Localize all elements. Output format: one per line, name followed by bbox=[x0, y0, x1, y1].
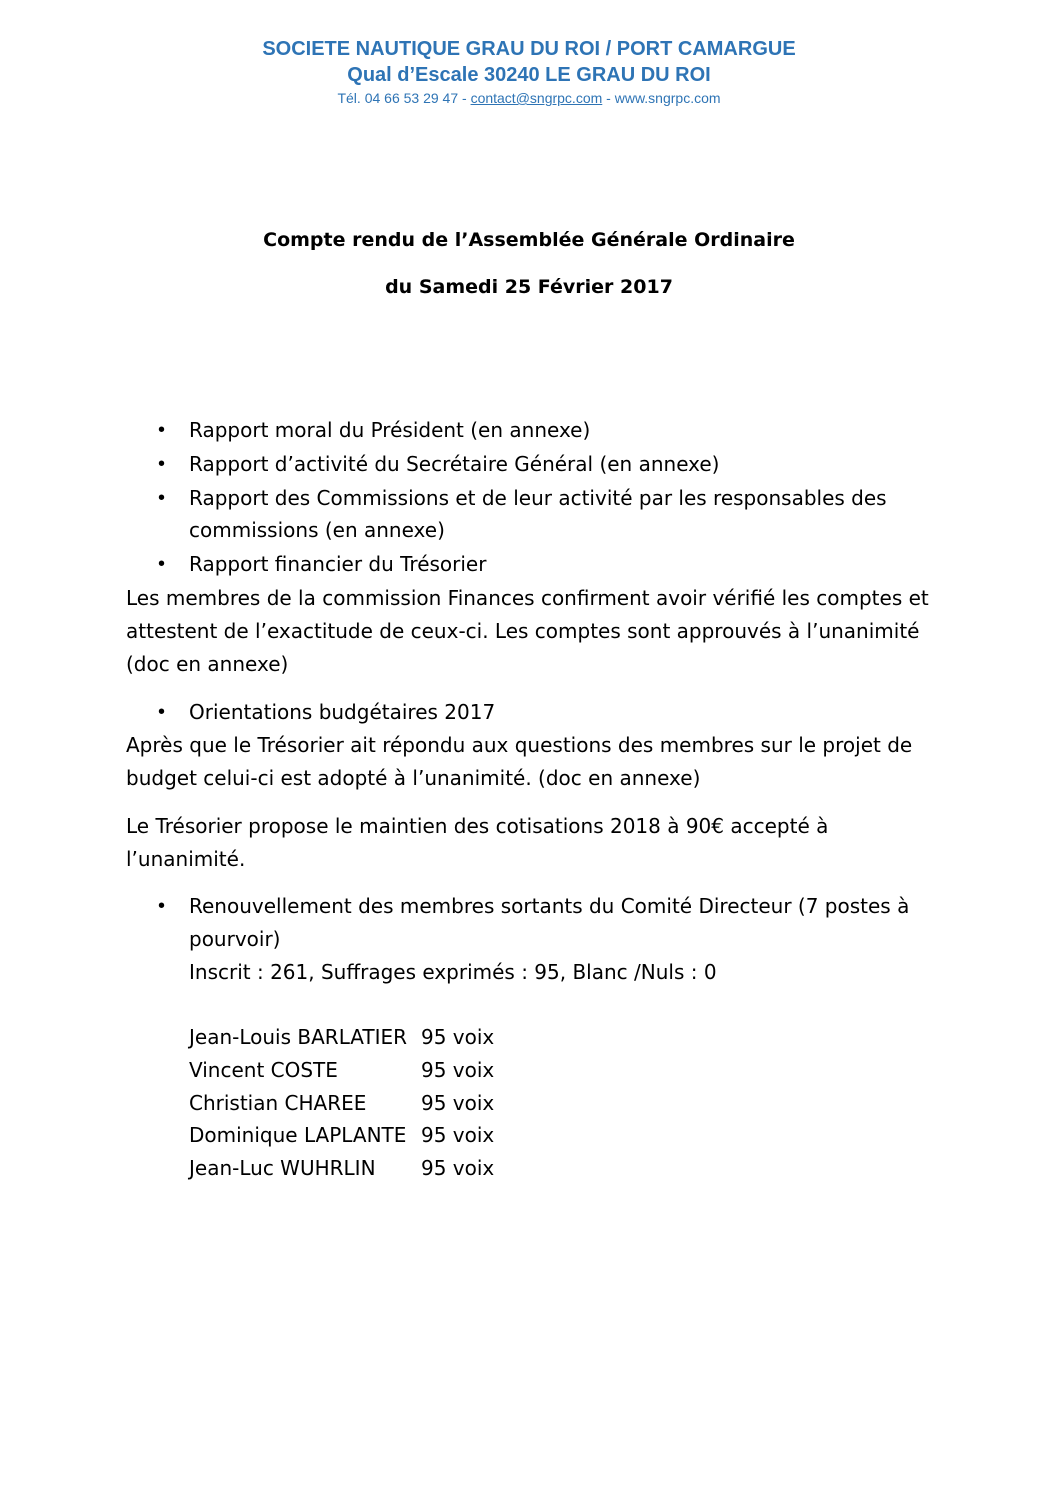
item-renouvellement: Renouvellement des membres sortants du Comité Directeur (7 postes à bbox=[189, 894, 910, 918]
organization-address: Qual d’Escale 30240 LE GRAU DU ROI bbox=[347, 64, 711, 86]
document-date: du Samedi 25 Février 2017 bbox=[385, 276, 673, 298]
item-rapport-financier: Rapport financier du Trésorier bbox=[189, 552, 487, 576]
bullet-icon bbox=[158, 486, 165, 510]
candidate-votes: 95 voix bbox=[421, 1058, 495, 1082]
item-rapport-activite: Rapport d’activité du Secrétaire Général (en annexe) bbox=[189, 452, 720, 476]
budget-paragraph-2: budget celui-ci est adopté à l’unanimité. (doc en annexe) bbox=[126, 766, 701, 790]
vote-summary: Inscrit : 261, Suffrages exprimés : 95, Blanc /Nuls : 0 bbox=[189, 960, 717, 984]
cotisation-paragraph-2: l’unanimité. bbox=[126, 847, 246, 871]
item-rapport-moral: Rapport moral du Président (en annexe) bbox=[189, 418, 591, 442]
bullet-icon bbox=[158, 418, 165, 442]
finances-paragraph-2: attestent de l’exactitude de ceux-ci. Les comptes sont approuvés à l’unanimité bbox=[126, 619, 920, 643]
candidate-name: Jean-Luc WUHRLIN bbox=[189, 1156, 376, 1180]
item-renouvellement-cont: pourvoir) bbox=[189, 927, 281, 951]
item-rapport-commissions-cont: commissions (en annexe) bbox=[189, 518, 445, 542]
finances-paragraph-3: (doc en annexe) bbox=[126, 652, 289, 676]
contact-line bbox=[0, 90, 1058, 106]
finances-paragraph-1: Les membres de la commission Finances confirment avoir vérifié les comptes et bbox=[126, 586, 929, 610]
bullet-icon bbox=[158, 894, 165, 918]
bullet-icon bbox=[158, 700, 165, 724]
budget-paragraph-1: Après que le Trésorier ait répondu aux questions des membres sur le projet de bbox=[126, 733, 913, 757]
email-link[interactable]: contact@sngrpc.com bbox=[470, 90, 603, 106]
candidate-votes: 95 voix bbox=[421, 1025, 495, 1049]
candidate-name: Vincent COSTE bbox=[189, 1058, 338, 1082]
cotisation-paragraph-1: Le Trésorier propose le maintien des cotisations 2018 à 90€ accepté à bbox=[126, 814, 829, 838]
organization-name: SOCIETE NAUTIQUE GRAU DU ROI / PORT CAMARGUE bbox=[262, 38, 796, 60]
website: - www.sngrpc.com bbox=[602, 90, 721, 106]
item-rapport-commissions: Rapport des Commissions et de leur activité par les responsables des bbox=[189, 486, 887, 510]
candidate-votes: 95 voix bbox=[421, 1123, 495, 1147]
candidate-votes: 95 voix bbox=[421, 1091, 495, 1115]
candidate-name: Dominique LAPLANTE bbox=[189, 1123, 407, 1147]
bullet-icon bbox=[158, 452, 165, 476]
document-title: Compte rendu de l’Assemblée Générale Ordinaire bbox=[263, 229, 795, 251]
bullet-icon bbox=[158, 552, 165, 576]
item-orientations: Orientations budgétaires 2017 bbox=[189, 700, 496, 724]
candidate-name: Jean-Louis BARLATIER bbox=[189, 1025, 408, 1049]
candidate-votes: 95 voix bbox=[421, 1156, 495, 1180]
candidate-name: Christian CHAREE bbox=[189, 1091, 367, 1115]
phone: Tél. 04 66 53 29 47 - bbox=[337, 90, 471, 106]
